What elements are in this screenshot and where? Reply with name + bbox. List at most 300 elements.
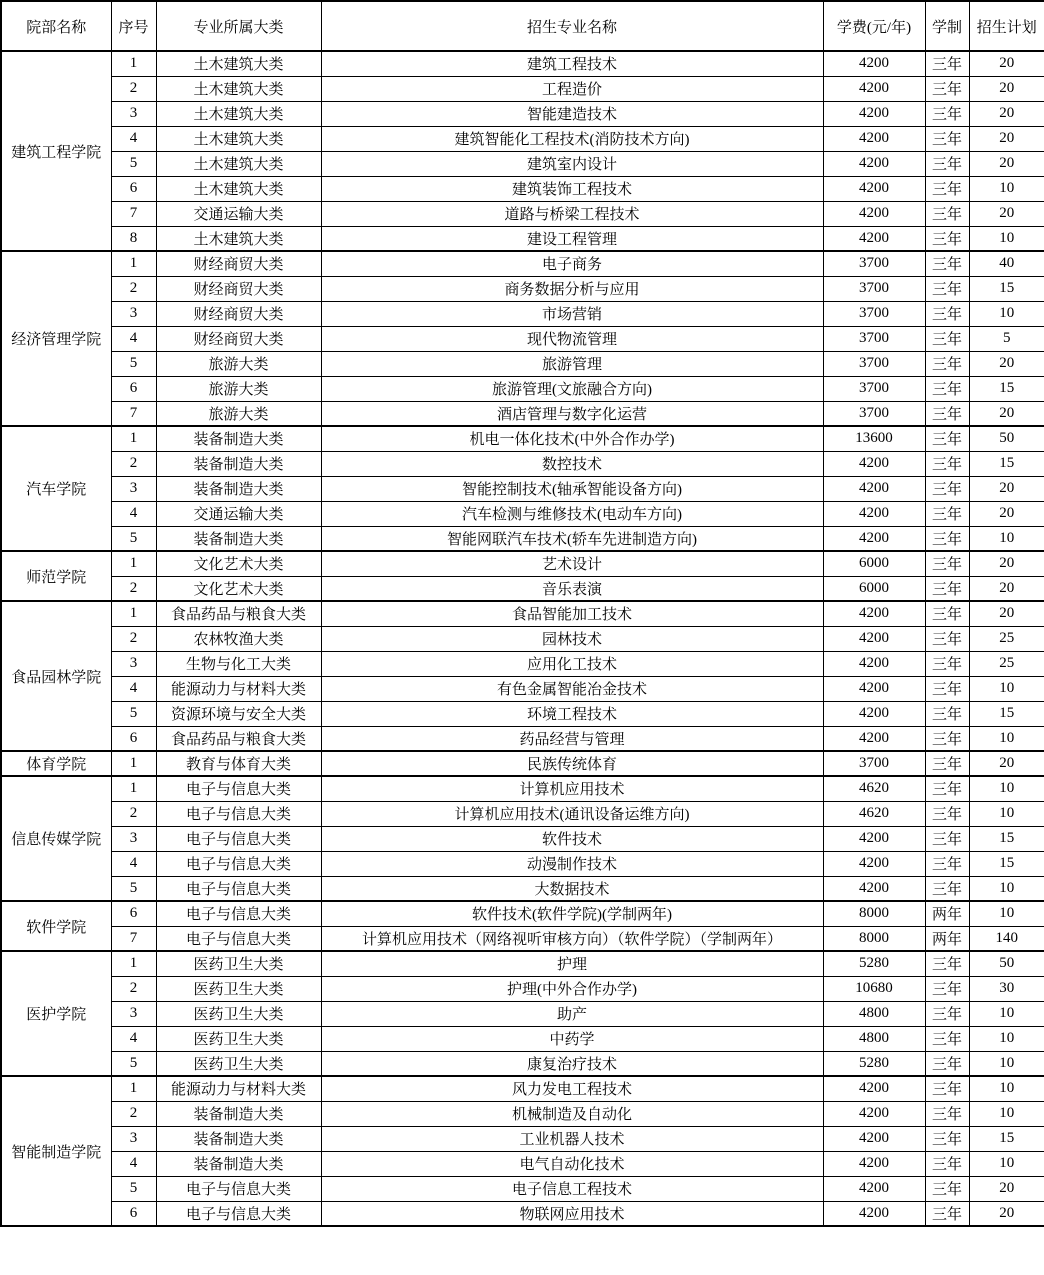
header-category: 专业所属大类 <box>156 1 321 51</box>
college-name: 医护学院 <box>1 951 111 1076</box>
table-row <box>1 951 1044 976</box>
cell-category: 土木建筑大类 <box>156 151 321 176</box>
cell-category: 装备制造大类 <box>156 1151 321 1176</box>
table-row <box>1 601 1044 626</box>
cell-index: 1 <box>111 51 156 76</box>
cell-category: 装备制造大类 <box>156 451 321 476</box>
cell-category: 交通运输大类 <box>156 201 321 226</box>
cell-category: 土木建筑大类 <box>156 76 321 101</box>
cell-plan: 30 <box>969 976 1044 1001</box>
header-major: 招生专业名称 <box>321 1 823 51</box>
cell-plan: 15 <box>969 376 1044 401</box>
cell-index: 2 <box>111 801 156 826</box>
cell-duration: 三年 <box>925 1051 969 1076</box>
cell-category: 土木建筑大类 <box>156 101 321 126</box>
cell-fee: 4200 <box>823 51 925 76</box>
cell-fee: 4200 <box>823 601 925 626</box>
cell-major: 计算机应用技术（网络视听审核方向）（软件学院）（学制两年） <box>321 926 823 951</box>
cell-duration: 三年 <box>925 1176 969 1201</box>
cell-major: 现代物流管理 <box>321 326 823 351</box>
cell-duration: 三年 <box>925 1126 969 1151</box>
cell-duration: 三年 <box>925 776 969 801</box>
cell-category: 电子与信息大类 <box>156 1201 321 1226</box>
cell-plan: 15 <box>969 1126 1044 1151</box>
table-row <box>1 326 1044 351</box>
cell-major: 数控技术 <box>321 451 823 476</box>
cell-fee: 4200 <box>823 1076 925 1101</box>
cell-duration: 三年 <box>925 1026 969 1051</box>
cell-fee: 3700 <box>823 376 925 401</box>
cell-major: 艺术设计 <box>321 551 823 576</box>
cell-major: 机械制造及自动化 <box>321 1101 823 1126</box>
table-row <box>1 826 1044 851</box>
cell-fee: 3700 <box>823 751 925 776</box>
cell-fee: 4200 <box>823 1176 925 1201</box>
table-row <box>1 926 1044 951</box>
cell-duration: 三年 <box>925 1151 969 1176</box>
cell-plan: 15 <box>969 826 1044 851</box>
cell-category: 装备制造大类 <box>156 476 321 501</box>
table-row <box>1 176 1044 201</box>
cell-major: 音乐表演 <box>321 576 823 601</box>
cell-major: 旅游管理 <box>321 351 823 376</box>
cell-major: 护理 <box>321 951 823 976</box>
cell-major: 市场营销 <box>321 301 823 326</box>
college-name: 智能制造学院 <box>1 1076 111 1226</box>
cell-plan: 20 <box>969 501 1044 526</box>
cell-index: 2 <box>111 76 156 101</box>
cell-duration: 三年 <box>925 1101 969 1126</box>
cell-index: 2 <box>111 276 156 301</box>
cell-major: 中药学 <box>321 1026 823 1051</box>
table-row <box>1 126 1044 151</box>
cell-plan: 5 <box>969 326 1044 351</box>
cell-category: 电子与信息大类 <box>156 1176 321 1201</box>
cell-plan: 20 <box>969 51 1044 76</box>
cell-plan: 10 <box>969 176 1044 201</box>
cell-index: 5 <box>111 351 156 376</box>
cell-plan: 50 <box>969 426 1044 451</box>
table-row <box>1 476 1044 501</box>
cell-major: 民族传统体育 <box>321 751 823 776</box>
cell-major: 食品智能加工技术 <box>321 601 823 626</box>
cell-major: 建筑智能化工程技术(消防技术方向) <box>321 126 823 151</box>
table-row <box>1 676 1044 701</box>
table-row <box>1 226 1044 251</box>
cell-plan: 10 <box>969 801 1044 826</box>
cell-category: 电子与信息大类 <box>156 876 321 901</box>
cell-category: 土木建筑大类 <box>156 51 321 76</box>
cell-fee: 4200 <box>823 151 925 176</box>
table-row <box>1 376 1044 401</box>
table-row <box>1 526 1044 551</box>
college-name: 体育学院 <box>1 751 111 776</box>
cell-duration: 三年 <box>925 701 969 726</box>
cell-major: 建设工程管理 <box>321 226 823 251</box>
cell-duration: 三年 <box>925 851 969 876</box>
cell-index: 3 <box>111 651 156 676</box>
cell-index: 5 <box>111 151 156 176</box>
cell-plan: 25 <box>969 626 1044 651</box>
header-fee: 学费(元/年) <box>823 1 925 51</box>
cell-major: 计算机应用技术 <box>321 776 823 801</box>
cell-major: 工业机器人技术 <box>321 1126 823 1151</box>
cell-major: 道路与桥梁工程技术 <box>321 201 823 226</box>
cell-plan: 140 <box>969 926 1044 951</box>
cell-plan: 10 <box>969 301 1044 326</box>
cell-fee: 6000 <box>823 551 925 576</box>
cell-index: 3 <box>111 826 156 851</box>
cell-fee: 4200 <box>823 851 925 876</box>
cell-fee: 4200 <box>823 1101 925 1126</box>
cell-category: 能源动力与材料大类 <box>156 1076 321 1101</box>
cell-fee: 4200 <box>823 701 925 726</box>
cell-major: 环境工程技术 <box>321 701 823 726</box>
table-row <box>1 651 1044 676</box>
cell-category: 土木建筑大类 <box>156 126 321 151</box>
cell-major: 工程造价 <box>321 76 823 101</box>
cell-duration: 三年 <box>925 301 969 326</box>
cell-index: 4 <box>111 676 156 701</box>
cell-fee: 4200 <box>823 826 925 851</box>
cell-duration: 三年 <box>925 251 969 276</box>
table-row <box>1 901 1044 926</box>
table-row <box>1 276 1044 301</box>
college-name: 经济管理学院 <box>1 251 111 426</box>
cell-duration: 三年 <box>925 951 969 976</box>
cell-index: 5 <box>111 701 156 726</box>
cell-major: 建筑室内设计 <box>321 151 823 176</box>
cell-index: 1 <box>111 551 156 576</box>
table-row <box>1 876 1044 901</box>
table-row <box>1 101 1044 126</box>
cell-index: 2 <box>111 626 156 651</box>
cell-plan: 15 <box>969 276 1044 301</box>
table-row <box>1 426 1044 451</box>
cell-duration: 三年 <box>925 601 969 626</box>
cell-plan: 20 <box>969 601 1044 626</box>
cell-major: 物联网应用技术 <box>321 1201 823 1226</box>
cell-index: 3 <box>111 476 156 501</box>
cell-plan: 10 <box>969 1051 1044 1076</box>
cell-category: 食品药品与粮食大类 <box>156 726 321 751</box>
cell-major: 有色金属智能冶金技术 <box>321 676 823 701</box>
cell-category: 教育与体育大类 <box>156 751 321 776</box>
table-row <box>1 1026 1044 1051</box>
cell-index: 4 <box>111 326 156 351</box>
header-duration: 学制 <box>925 1 969 51</box>
cell-fee: 3700 <box>823 351 925 376</box>
cell-category: 电子与信息大类 <box>156 851 321 876</box>
cell-index: 2 <box>111 976 156 1001</box>
cell-plan: 20 <box>969 1201 1044 1226</box>
cell-duration: 三年 <box>925 751 969 776</box>
cell-index: 5 <box>111 1051 156 1076</box>
cell-category: 装备制造大类 <box>156 526 321 551</box>
cell-duration: 三年 <box>925 176 969 201</box>
cell-index: 7 <box>111 926 156 951</box>
cell-plan: 10 <box>969 776 1044 801</box>
cell-category: 医药卫生大类 <box>156 1026 321 1051</box>
cell-duration: 三年 <box>925 326 969 351</box>
cell-index: 2 <box>111 1101 156 1126</box>
cell-duration: 三年 <box>925 826 969 851</box>
table-row <box>1 776 1044 801</box>
cell-duration: 三年 <box>925 426 969 451</box>
cell-index: 3 <box>111 101 156 126</box>
cell-plan: 10 <box>969 226 1044 251</box>
cell-fee: 4200 <box>823 501 925 526</box>
college-name: 信息传媒学院 <box>1 776 111 901</box>
cell-category: 旅游大类 <box>156 401 321 426</box>
cell-major: 旅游管理(文旅融合方向) <box>321 376 823 401</box>
cell-plan: 20 <box>969 201 1044 226</box>
cell-plan: 20 <box>969 351 1044 376</box>
cell-category: 财经商贸大类 <box>156 326 321 351</box>
cell-category: 土木建筑大类 <box>156 176 321 201</box>
cell-fee: 4200 <box>823 126 925 151</box>
cell-index: 8 <box>111 226 156 251</box>
cell-category: 食品药品与粮食大类 <box>156 601 321 626</box>
cell-duration: 两年 <box>925 901 969 926</box>
cell-major: 机电一体化技术(中外合作办学) <box>321 426 823 451</box>
cell-duration: 三年 <box>925 1001 969 1026</box>
cell-plan: 10 <box>969 1076 1044 1101</box>
cell-fee: 4200 <box>823 476 925 501</box>
cell-fee: 5280 <box>823 951 925 976</box>
cell-fee: 3700 <box>823 401 925 426</box>
cell-category: 财经商贸大类 <box>156 301 321 326</box>
cell-plan: 10 <box>969 526 1044 551</box>
cell-major: 软件技术(软件学院)(学制两年) <box>321 901 823 926</box>
cell-index: 3 <box>111 301 156 326</box>
cell-major: 建筑装饰工程技术 <box>321 176 823 201</box>
cell-major: 电子商务 <box>321 251 823 276</box>
cell-category: 文化艺术大类 <box>156 551 321 576</box>
cell-fee: 4200 <box>823 201 925 226</box>
cell-duration: 三年 <box>925 726 969 751</box>
cell-duration: 三年 <box>925 226 969 251</box>
cell-plan: 20 <box>969 401 1044 426</box>
cell-category: 电子与信息大类 <box>156 776 321 801</box>
cell-category: 生物与化工大类 <box>156 651 321 676</box>
cell-plan: 15 <box>969 701 1044 726</box>
cell-index: 4 <box>111 126 156 151</box>
cell-plan: 20 <box>969 551 1044 576</box>
cell-major: 酒店管理与数字化运营 <box>321 401 823 426</box>
cell-duration: 三年 <box>925 476 969 501</box>
cell-index: 1 <box>111 751 156 776</box>
cell-fee: 8000 <box>823 926 925 951</box>
cell-category: 医药卫生大类 <box>156 1001 321 1026</box>
cell-major: 风力发电工程技术 <box>321 1076 823 1101</box>
cell-duration: 三年 <box>925 1076 969 1101</box>
table-row <box>1 76 1044 101</box>
table-row <box>1 301 1044 326</box>
cell-fee: 4800 <box>823 1001 925 1026</box>
cell-major: 康复治疗技术 <box>321 1051 823 1076</box>
cell-duration: 三年 <box>925 351 969 376</box>
cell-plan: 10 <box>969 876 1044 901</box>
table-row <box>1 976 1044 1001</box>
cell-duration: 三年 <box>925 501 969 526</box>
cell-major: 智能控制技术(轴承智能设备方向) <box>321 476 823 501</box>
college-name: 汽车学院 <box>1 426 111 551</box>
cell-category: 交通运输大类 <box>156 501 321 526</box>
cell-fee: 4200 <box>823 1151 925 1176</box>
cell-duration: 三年 <box>925 676 969 701</box>
cell-fee: 3700 <box>823 326 925 351</box>
cell-major: 电子信息工程技术 <box>321 1176 823 1201</box>
cell-plan: 10 <box>969 1101 1044 1126</box>
table-row <box>1 1176 1044 1201</box>
cell-category: 医药卫生大类 <box>156 951 321 976</box>
table-row <box>1 851 1044 876</box>
cell-plan: 50 <box>969 951 1044 976</box>
cell-fee: 4200 <box>823 76 925 101</box>
header-plan: 招生计划 <box>969 1 1044 51</box>
cell-plan: 10 <box>969 726 1044 751</box>
cell-duration: 三年 <box>925 376 969 401</box>
cell-index: 7 <box>111 201 156 226</box>
cell-plan: 20 <box>969 101 1044 126</box>
cell-plan: 15 <box>969 851 1044 876</box>
cell-major: 助产 <box>321 1001 823 1026</box>
cell-plan: 10 <box>969 1151 1044 1176</box>
cell-fee: 4200 <box>823 101 925 126</box>
cell-major: 应用化工技术 <box>321 651 823 676</box>
cell-major: 商务数据分析与应用 <box>321 276 823 301</box>
cell-duration: 两年 <box>925 926 969 951</box>
cell-category: 电子与信息大类 <box>156 901 321 926</box>
cell-fee: 6000 <box>823 576 925 601</box>
cell-fee: 4200 <box>823 676 925 701</box>
cell-fee: 4620 <box>823 776 925 801</box>
cell-major: 护理(中外合作办学) <box>321 976 823 1001</box>
cell-index: 3 <box>111 1001 156 1026</box>
table-row <box>1 801 1044 826</box>
table-row <box>1 726 1044 751</box>
cell-duration: 三年 <box>925 626 969 651</box>
cell-index: 5 <box>111 876 156 901</box>
table-row <box>1 1076 1044 1101</box>
header-college: 院部名称 <box>1 1 111 51</box>
cell-index: 4 <box>111 851 156 876</box>
table-row <box>1 1126 1044 1151</box>
cell-major: 建筑工程技术 <box>321 51 823 76</box>
cell-index: 4 <box>111 501 156 526</box>
cell-fee: 3700 <box>823 251 925 276</box>
college-name: 师范学院 <box>1 551 111 601</box>
cell-plan: 10 <box>969 676 1044 701</box>
cell-index: 4 <box>111 1026 156 1051</box>
cell-index: 5 <box>111 526 156 551</box>
cell-category: 电子与信息大类 <box>156 926 321 951</box>
cell-duration: 三年 <box>925 451 969 476</box>
cell-fee: 4800 <box>823 1026 925 1051</box>
cell-fee: 4200 <box>823 876 925 901</box>
table-row <box>1 576 1044 601</box>
table-row <box>1 1151 1044 1176</box>
college-name: 软件学院 <box>1 901 111 951</box>
table-row <box>1 251 1044 276</box>
cell-fee: 4200 <box>823 451 925 476</box>
cell-index: 3 <box>111 1126 156 1151</box>
cell-duration: 三年 <box>925 151 969 176</box>
cell-index: 4 <box>111 1151 156 1176</box>
cell-duration: 三年 <box>925 126 969 151</box>
table-header <box>1 1 1044 51</box>
cell-duration: 三年 <box>925 401 969 426</box>
cell-major: 汽车检测与维修技术(电动车方向) <box>321 501 823 526</box>
table-row <box>1 701 1044 726</box>
cell-index: 6 <box>111 901 156 926</box>
cell-index: 7 <box>111 401 156 426</box>
cell-duration: 三年 <box>925 876 969 901</box>
cell-duration: 三年 <box>925 76 969 101</box>
cell-plan: 10 <box>969 901 1044 926</box>
cell-duration: 三年 <box>925 276 969 301</box>
cell-duration: 三年 <box>925 526 969 551</box>
cell-fee: 4200 <box>823 526 925 551</box>
cell-category: 土木建筑大类 <box>156 226 321 251</box>
admissions-table-body <box>1 51 1044 1226</box>
cell-index: 1 <box>111 1076 156 1101</box>
cell-index: 2 <box>111 451 156 476</box>
cell-fee: 4200 <box>823 651 925 676</box>
cell-index: 6 <box>111 176 156 201</box>
cell-index: 6 <box>111 726 156 751</box>
cell-category: 电子与信息大类 <box>156 801 321 826</box>
cell-category: 医药卫生大类 <box>156 1051 321 1076</box>
cell-duration: 三年 <box>925 576 969 601</box>
table-row <box>1 451 1044 476</box>
table-row <box>1 501 1044 526</box>
cell-index: 6 <box>111 376 156 401</box>
cell-index: 5 <box>111 1176 156 1201</box>
cell-index: 1 <box>111 251 156 276</box>
cell-fee: 4200 <box>823 726 925 751</box>
cell-category: 装备制造大类 <box>156 426 321 451</box>
cell-plan: 20 <box>969 126 1044 151</box>
header-row <box>1 1 1044 51</box>
table-row <box>1 551 1044 576</box>
cell-fee: 3700 <box>823 301 925 326</box>
cell-plan: 20 <box>969 751 1044 776</box>
cell-category: 财经商贸大类 <box>156 251 321 276</box>
cell-major: 园林技术 <box>321 626 823 651</box>
table-row <box>1 626 1044 651</box>
table-row <box>1 51 1044 76</box>
cell-fee: 4200 <box>823 1201 925 1226</box>
cell-plan: 25 <box>969 651 1044 676</box>
cell-plan: 15 <box>969 451 1044 476</box>
cell-fee: 4200 <box>823 626 925 651</box>
cell-duration: 三年 <box>925 1201 969 1226</box>
table-row <box>1 1201 1044 1226</box>
cell-plan: 10 <box>969 1026 1044 1051</box>
cell-category: 装备制造大类 <box>156 1101 321 1126</box>
cell-duration: 三年 <box>925 801 969 826</box>
cell-major: 动漫制作技术 <box>321 851 823 876</box>
cell-major: 软件技术 <box>321 826 823 851</box>
cell-index: 1 <box>111 951 156 976</box>
cell-category: 医药卫生大类 <box>156 976 321 1001</box>
cell-fee: 5280 <box>823 1051 925 1076</box>
cell-index: 1 <box>111 601 156 626</box>
cell-category: 装备制造大类 <box>156 1126 321 1151</box>
cell-fee: 8000 <box>823 901 925 926</box>
